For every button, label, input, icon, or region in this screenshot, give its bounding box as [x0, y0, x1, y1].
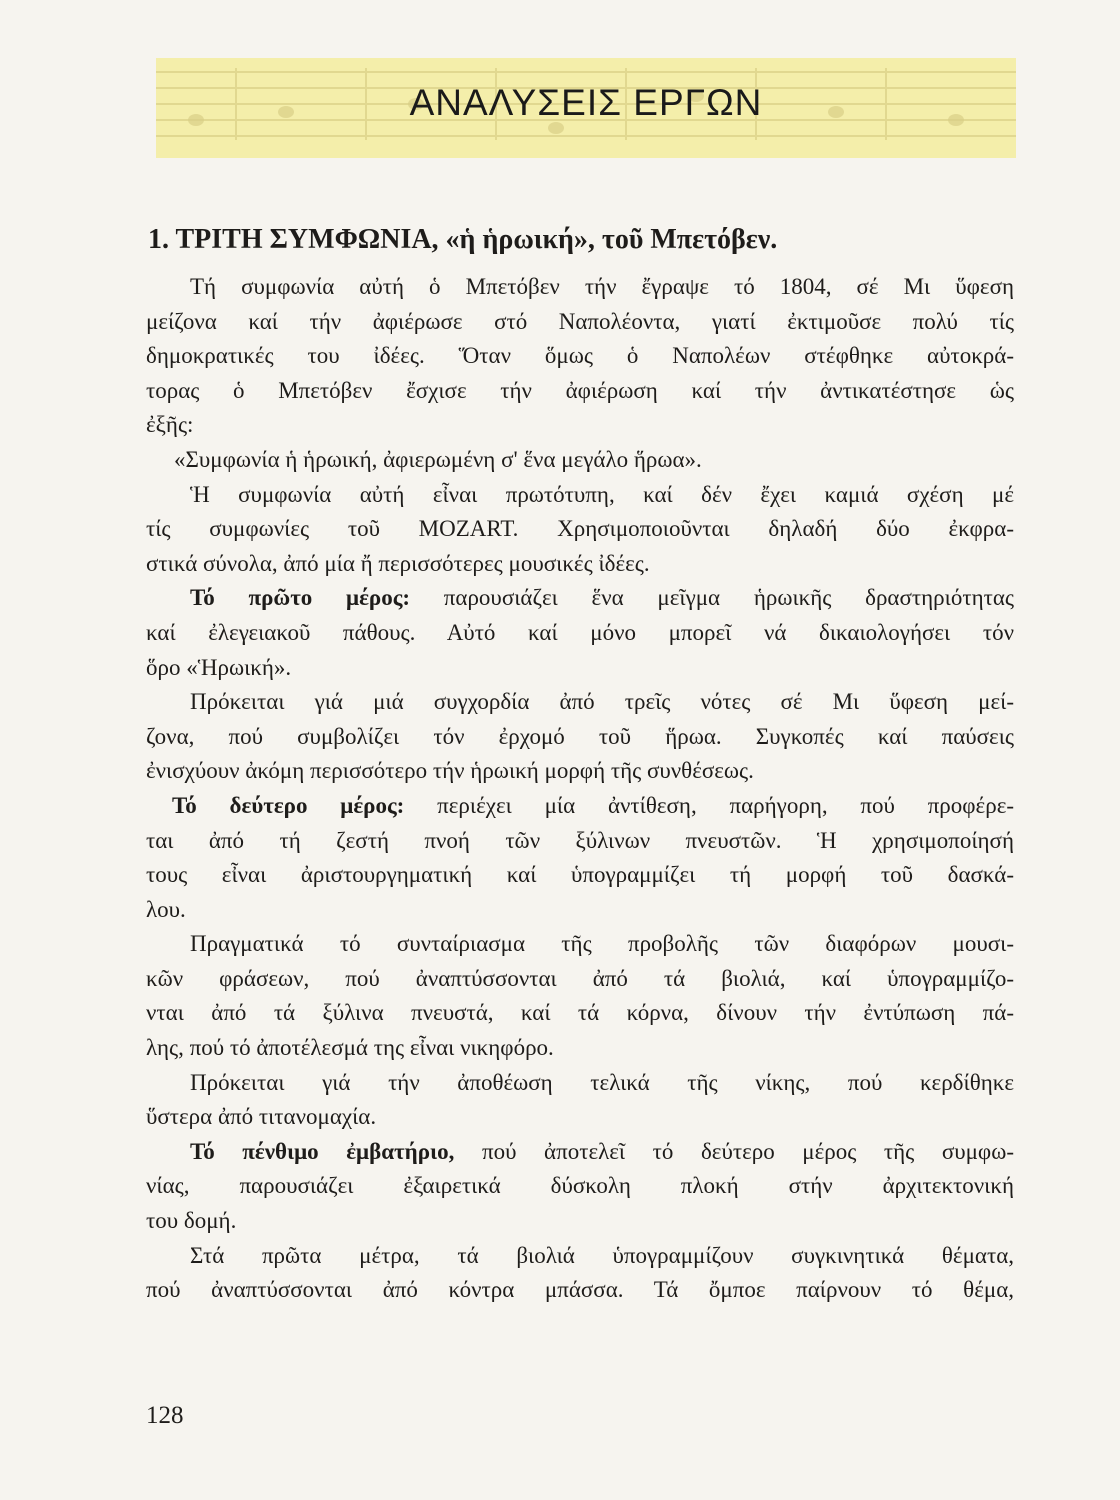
text-line: μείζονα καί τήν ἀφιέρωσε στό Ναπολέοντα, γιατί ἐκτιμοῦσε πολύ τίς	[146, 308, 1014, 334]
first-part-lead: Τό πρῶτο μέρος:	[190, 585, 411, 611]
page-number: 128	[146, 1402, 184, 1429]
text-line-with-lead	[146, 1135, 1014, 1170]
text-line: «Συμφωνία ἡ ἡρωική, ἀφιερωμένη σ' ἕνα μεγάλο ἥρωα».	[174, 446, 702, 472]
text-line: τίς συμφωνίες τοῦ MOZART. Χρησιμοποιοῦνται δηλαδή δύο ἐκφρα-	[146, 516, 1014, 542]
text-line: στικά σύνολα, ἀπό μία ἤ περισσότερες μουσικές ἰδέες.	[146, 550, 650, 576]
text-line: καί ἐλεγειακοῦ πάθους. Αὐτό καί μόνο μπορεῖ νά δικαιολογήσει τόν	[146, 619, 1014, 645]
text-line: τορας ὁ Μπετόβεν ἔσχισε τήν ἀφιέρωση καί τήν ἀντικατέστησε ὡς	[146, 377, 1014, 403]
text-line: Ἡ συμφωνία αὐτή εἶναι πρωτότυπη, καί δέν ἔχει καμιά σχέση μέ	[190, 481, 1014, 507]
text-line-with-lead	[146, 789, 1014, 824]
text-line: λου.	[146, 896, 186, 922]
text-line: του δομή.	[146, 1208, 237, 1234]
text-line: πού ἀναπτύσσονται ἀπό κόντρα μπάσσα. Τά ὄμποε παίρνουν τό θέμα,	[146, 1277, 1014, 1303]
text-line: ὕστερα ἀπό τιτανομαχία.	[146, 1104, 377, 1130]
text-line: Πρόκειται γιά μιά συγχορδία ἀπό τρεῖς νότες σέ Μι ὕφεση μεί-	[190, 689, 1014, 715]
section-heading: 1. ΤΡΙΤΗ ΣΥΜΦΩΝΙΑ, «ἡ ἡρωική», τοῦ Μπετόβεν.	[148, 224, 778, 255]
text-line: ται ἀπό τή ζεστή πνοή τῶν ξύλινων πνευστῶν. Ἡ χρησιμοποίησή	[146, 827, 1014, 853]
text-line: δημοκρατικές του ἰδέες. Ὅταν ὅμως ὁ Ναπολέων στέφθηκε αὐτοκρά-	[146, 343, 1014, 369]
text-line: ἐξῆς:	[146, 412, 194, 438]
text-line: τους εἶναι ἀριστουργηματική καί ὑπογραμμίζει τή μορφή τοῦ δασκά-	[146, 862, 1014, 888]
second-part-lead: Τό δεύτερο μέρος:	[172, 792, 405, 818]
text-line-with-lead	[146, 581, 1014, 616]
text-line: νται ἀπό τά ξύλινα πνευστά, καί τά κόρνα, δίνουν τήν ἐντύπωση πά-	[146, 1000, 1014, 1026]
text-line: ὅρο «Ἡρωική».	[146, 654, 292, 680]
text-line: κῶν φράσεων, πού ἀναπτύσσονται ἀπό τά βιολιά, καί ὑπογραμμίζο-	[146, 965, 1014, 991]
funeral-march-lead: Τό πένθιμο ἐμβατήριο,	[190, 1138, 455, 1164]
text-line: πού ἀποτελεῖ τό δεύτερο μέρος τῆς συμφω-	[481, 1138, 1015, 1164]
text-line: Πραγματικά τό συνταίριασμα τῆς προβολῆς τῶν διαφόρων μουσι-	[190, 931, 1014, 957]
body-text	[146, 270, 1014, 1308]
text-line: Στά πρῶτα μέτρα, τά βιολιά ὑπογραμμίζουν συγκινητικά θέματα,	[190, 1242, 1014, 1268]
text-line: ζονα, πού συμβολίζει τόν ἐρχομό τοῦ ἥρωα. Συγκοπές καί παύσεις	[146, 723, 1014, 749]
text-line: ἐνισχύουν ἀκόμη περισσότερο τήν ἡρωική μορφή τῆς συνθέσεως.	[146, 758, 754, 784]
chapter-title: ΑΝΑΛΥΣΕΙΣ ΕΡΓΩΝ	[409, 82, 763, 123]
text-line: περιέχει μία ἀντίθεση, παρήγορη, πού προφέρε-	[437, 792, 1015, 818]
chapter-banner	[156, 58, 1016, 158]
text-line: Πρόκειται γιά τήν ἀποθέωση τελικά τῆς νίκης, πού κερδίθηκε	[190, 1069, 1014, 1095]
text-line: Τή συμφωνία αὐτή ὁ Μπετόβεν τήν ἔγραψε τό 1804, σέ Μι ὕφεση	[190, 274, 1014, 299]
text-line: νίας, παρουσιάζει ἐξαιρετικά δύσκολη πλοκή στήν ἀρχιτεκτονική	[146, 1173, 1014, 1199]
text-line: παρουσιάζει ἕνα μεῖγμα ἡρωικῆς δραστηριότητας	[443, 585, 1014, 611]
text-line: λης, πού τό ἀποτέλεσμά της εἶναι νικηφόρο.	[146, 1035, 554, 1061]
